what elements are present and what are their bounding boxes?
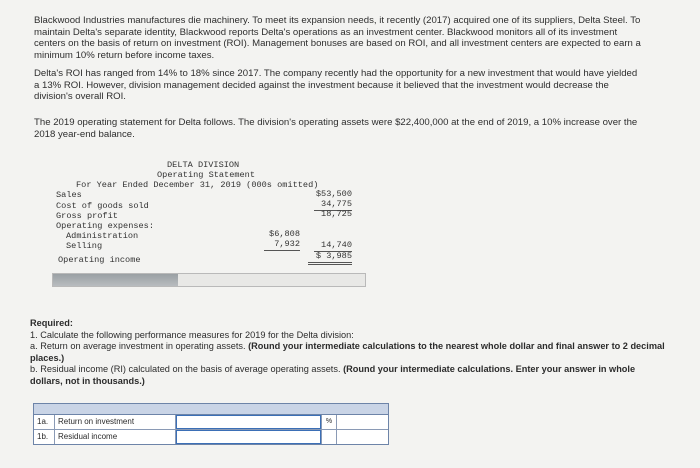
percent-unit: % (321, 415, 337, 429)
row-id: 1a. (34, 415, 55, 429)
sales-value: $53,500 (315, 189, 352, 199)
gross-profit-value: 18,725 (321, 209, 352, 219)
selling-value: 7,932 (264, 240, 300, 251)
residual-income-input[interactable] (176, 430, 321, 444)
sales-label: Sales (56, 190, 82, 200)
answer-row-ri (34, 430, 388, 444)
answer-row-roi (34, 415, 388, 430)
statement-title: DELTA DIVISION (167, 160, 240, 170)
intro-paragraph-3: The 2019 operating statement for Delta follows. The division's operating assets were $22,400,000 at the end of 2019, a 10% increase over the 2018 year-end balance. (34, 117, 638, 140)
administration-value: $6,808 (269, 229, 300, 239)
selling-label: Selling (66, 241, 103, 251)
row-label: Return on investment (55, 415, 176, 429)
intro-paragraph-1: Blackwood Industries manufactures die machinery. To meet its expansion needs, it recently (2017) acquired one of its suppliers, Delta Steel. To maintain Delta's separate identity, Blackwood reports Delta's operations as an investment center. Blackwood monitors all of its investment centers on the basis of return on investment (ROI). Management bonuses are based on ROI, and all investment centers are expected to earn a minimum 10% return before income taxes. (34, 15, 641, 61)
horizontal-scrollbar[interactable] (52, 273, 366, 287)
gross-profit-label: Gross profit (56, 211, 118, 221)
operating-income-value: $ 3,985 (308, 252, 352, 265)
cogs-label: Cost of goods sold (56, 201, 149, 211)
item-a-instructions: (Round your intermediate calculations to the nearest whole dollar and final answer to 2 decimal places.) (30, 341, 665, 363)
required-item-b (30, 364, 670, 387)
operating-statement (52, 161, 362, 271)
required-section (30, 318, 670, 387)
operating-expenses-label: Operating expenses: (56, 221, 154, 231)
required-item-1: 1. Calculate the following performance measures for 2019 for the Delta division: (30, 329, 354, 340)
required-heading: Required: (30, 318, 73, 328)
answer-table-header (34, 404, 388, 415)
operating-expenses-total: 14,740 (314, 241, 352, 252)
row-id: 1b. (34, 430, 55, 444)
item-b-instructions: (Round your intermediate calculations. Enter your answer in whole dollars, not in thousands.) (30, 364, 636, 386)
cogs-value: 34,775 (314, 200, 352, 211)
operating-income-label: Operating income (58, 255, 141, 265)
required-item-a (30, 341, 670, 364)
item-a-text: a. Return on average investment in operating assets. (30, 341, 249, 351)
unit-cell (321, 430, 337, 444)
administration-label: Administration (66, 231, 139, 241)
answer-table (33, 403, 389, 445)
statement-subtitle: Operating Statement (157, 170, 255, 180)
roi-input[interactable] (176, 415, 321, 429)
item-b-text: b. Residual income (RI) calculated on the basis of average operating assets. (30, 364, 344, 374)
statement-period: For Year Ended December 31, 2019 (000s omitted) (76, 180, 319, 190)
row-label: Residual income (55, 430, 176, 444)
intro-paragraph-2: Delta's ROI has ranged from 14% to 18% since 2017. The company recently had the opportunity for a new investment that would have yielded a 13% ROI. However, division management decided against the investment because it believed that the investment would decrease the division's overall ROI. (34, 68, 638, 103)
scrollbar-thumb[interactable] (53, 274, 178, 286)
